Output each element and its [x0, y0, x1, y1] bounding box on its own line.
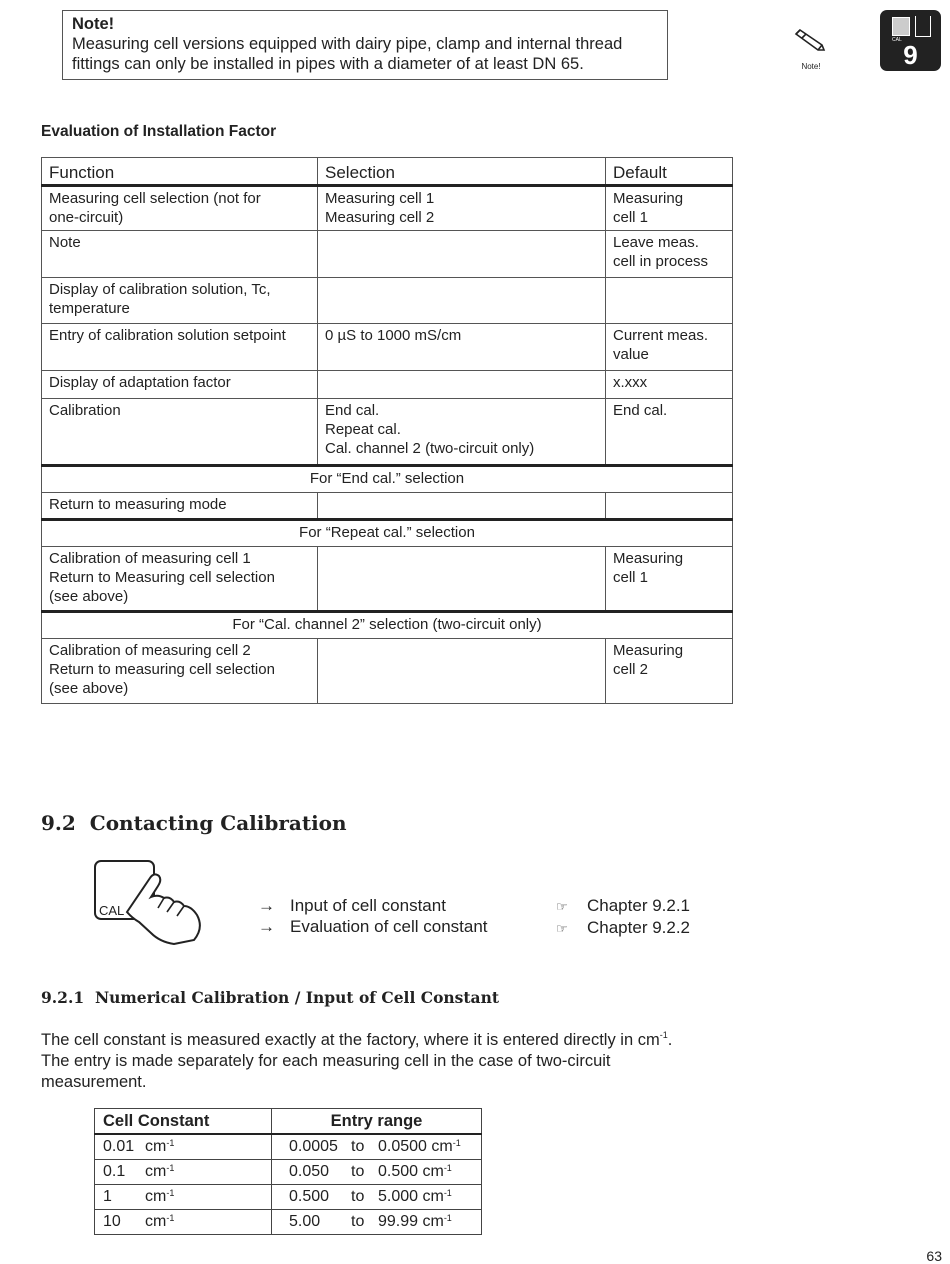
cal-options-list — [258, 895, 488, 937]
table-row — [42, 639, 733, 704]
default-cell: Current meas. value — [606, 324, 733, 371]
note-text-line2: fittings can only be installed in pipes with a diameter of at least DN 65. — [72, 55, 584, 73]
default-cell: Measuring cell 2 — [606, 639, 733, 704]
selection-group-header: For “End cal.” selection — [42, 465, 733, 492]
pointing-hand-icon: ☞ — [556, 921, 568, 936]
function-cell: Display of adaptation factor — [42, 370, 318, 398]
option-evaluation-cell-constant: → Evaluation of cell constant — [258, 917, 488, 936]
table-row — [42, 230, 733, 277]
default-cell — [606, 493, 733, 519]
function-cell: Calibration — [42, 399, 318, 466]
note-icon-label: Note! — [801, 62, 821, 71]
repeat-cal-group-row — [42, 519, 733, 546]
cell-constant-paragraph: The cell constant is measured exactly at the factory, where it is entered directly in $cm^{-1}$. The entry is made separately for each measuring cell in the case of two-circuit measurement. — [41, 1030, 673, 1091]
arrow-right-icon: → — [258, 896, 275, 915]
table-header-row — [42, 158, 733, 186]
option-input-cell-constant: → Input of cell constant — [258, 896, 446, 915]
col-header-default: Default — [606, 158, 733, 186]
measuring-cell-icon — [915, 16, 931, 37]
selection-cell: Measuring cell 1 Measuring cell 2 — [318, 186, 606, 231]
col-header-entry-range: Entry range — [272, 1109, 482, 1135]
entry-range-value: 0.0005 to 0.0500 $cm^{-1}$ — [272, 1134, 482, 1160]
cell-constant-value: 1 $cm^{-1}$ — [95, 1185, 272, 1210]
selection-group-header: For “Cal. channel 2” selection (two-circuit only) — [42, 611, 733, 638]
function-cell: Calibration of measuring cell 2 Return to measuring cell selection (see above) — [42, 639, 318, 704]
section-title: Contacting Calibration — [89, 811, 347, 835]
end-cal-group-row — [42, 465, 733, 492]
chapter-tab — [880, 10, 941, 71]
default-cell: x.xxx — [606, 370, 733, 398]
table-row — [42, 399, 733, 466]
selection-cell — [318, 370, 606, 398]
cell-constant-value: 0.01 $cm^{-1}$ — [95, 1134, 272, 1160]
default-cell: Measuring cell 1 — [606, 186, 733, 231]
table-row — [42, 324, 733, 371]
table-row — [42, 186, 733, 231]
entry-range-value: 0.050 to 0.500 $cm^{-1}$ — [272, 1160, 482, 1185]
cal-key-hand-icon — [94, 860, 224, 945]
col-header-selection: Selection — [318, 158, 606, 186]
pointing-hand-icon: ☞ — [556, 899, 568, 914]
selection-cell — [318, 639, 606, 704]
note-title: Note! — [72, 15, 115, 33]
table-row — [42, 277, 733, 324]
cal-key-icon — [892, 17, 910, 36]
note-text-line1: Measuring cell versions equipped with dairy pipe, clamp and internal thread — [72, 35, 623, 53]
channel2-group-row — [42, 611, 733, 638]
table-row — [95, 1210, 482, 1235]
selection-cell — [318, 277, 606, 324]
chapter-ref-9-2-1[interactable]: ☞ Chapter 9.2.1 — [556, 896, 691, 915]
selection-group-header: For “Repeat cal.” selection — [42, 519, 733, 546]
selection-cell: 0 µS to 1000 mS/cm — [318, 324, 606, 371]
col-header-function: Function — [42, 158, 318, 186]
arrow-right-icon: → — [258, 917, 275, 936]
chapter-refs — [556, 895, 690, 939]
pencil-note-icon — [788, 28, 834, 58]
table-row — [42, 546, 733, 611]
selection-cell — [318, 546, 606, 611]
entry-range-value: 5.00 to 99.99 $cm^{-1}$ — [272, 1210, 482, 1235]
cell-constant-table — [94, 1108, 482, 1235]
cal-key-label: CAL — [99, 903, 125, 918]
page-number: 63 — [926, 1248, 942, 1264]
chapter-number: 9 — [903, 40, 918, 70]
table-row — [42, 370, 733, 398]
cell-constant-value: 0.1 $cm^{-1}$ — [95, 1160, 272, 1185]
table-row — [95, 1160, 482, 1185]
section-9-2-1-heading: 9.2.1 Numerical Calibration / Input of Cell Constant — [41, 988, 500, 1007]
chapter-tab-icon-label: CAL — [892, 37, 902, 43]
table-row — [95, 1185, 482, 1210]
section-number: 9.2 — [41, 811, 76, 835]
default-cell — [606, 277, 733, 324]
default-cell: Measuring cell 1 — [606, 546, 733, 611]
selection-cell — [318, 230, 606, 277]
table-row — [95, 1134, 482, 1160]
entry-range-value: 0.500 to 5.000 $cm^{-1}$ — [272, 1185, 482, 1210]
function-cell: Note — [42, 230, 318, 277]
installation-factor-table — [41, 157, 733, 704]
section-9-2-heading — [41, 811, 347, 835]
note-box — [62, 10, 668, 80]
function-cell: Entry of calibration solution setpoint — [42, 324, 318, 371]
default-cell: Leave meas. cell in process — [606, 230, 733, 277]
chapter-ref-9-2-2[interactable]: ☞ Chapter 9.2.2 — [556, 918, 691, 937]
table-header-row — [95, 1109, 482, 1135]
default-cell: End cal. — [606, 399, 733, 466]
function-cell: Measuring cell selection (not for one-circuit) — [42, 186, 318, 231]
selection-cell — [318, 493, 606, 519]
selection-cell: End cal. Repeat cal. Cal. channel 2 (two-circuit only) — [318, 399, 606, 466]
function-cell: Return to measuring mode — [42, 493, 318, 519]
function-cell: Calibration of measuring cell 1 Return to Measuring cell selection (see above) — [42, 546, 318, 611]
cell-constant-value: 10 $cm^{-1}$ — [95, 1210, 272, 1235]
table-row — [42, 493, 733, 519]
function-cell: Display of calibration solution, Tc, temperature — [42, 277, 318, 324]
col-header-cell-constant: Cell Constant — [95, 1109, 272, 1135]
eval-heading: Evaluation of Installation Factor — [41, 123, 277, 140]
